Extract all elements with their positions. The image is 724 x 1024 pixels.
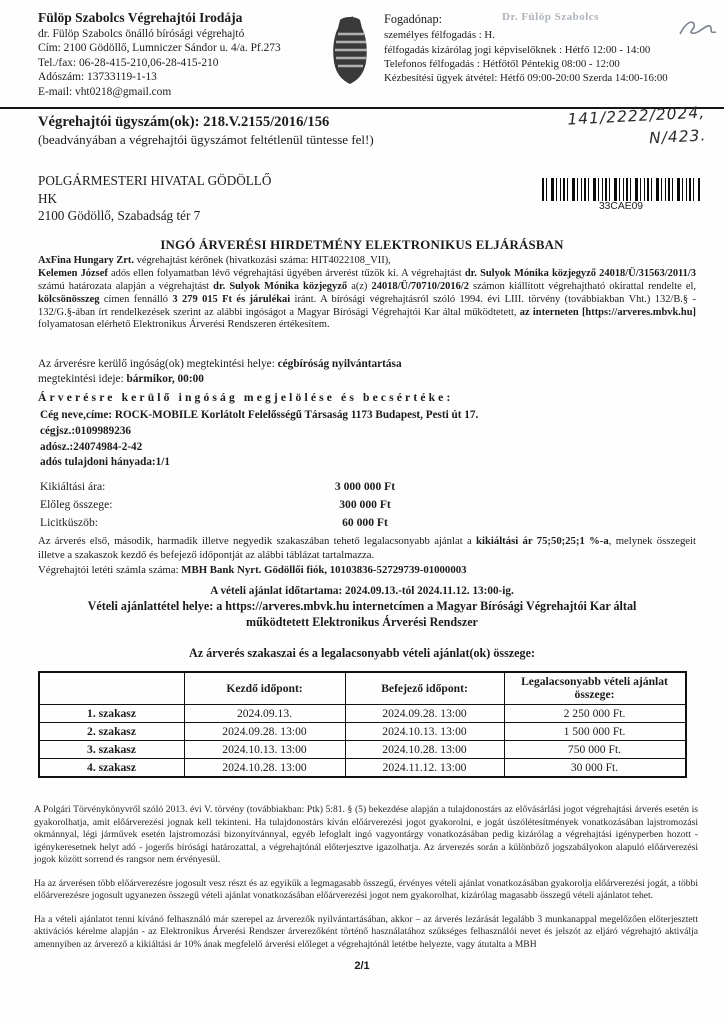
price-summary [0,471,724,529]
creditor-name: AxFina Hungary Zrt. [38,254,134,266]
legal-paragraph: A Polgári Törvénykönyvről szóló 2013. évi V. törvény (továbbiakban: Ptk) 5:81. § (5) bekezdése alapján a tulajdonostárs az elővásárlási jogot végrehajtási árverés esetén is gyakorolhatja, amit előárverezési jognak kell tekinteni. Ha tulajdonostárs kíván előárverezési jogot gyakorolni, e jogát úszólétesítmények vonatkozásában lajstromozási okmánnyal, légi járművek esetén lajstromozási bizonyítvánnyal, egyéb lefoglalt ingó vagyontárgy vonatkozásában pedig kizárólag a végrehajtási igényperben hozott - igénykeresetnek helyt adó - jogerős bírósági határozattal, a végrehajtónál előterjesztve igazolhatja. Az árverezés során a különböző jogszabályokon alapuló előárverezési jogok között sorrend és rangsor nem érvényesül. [34,804,698,866]
stage-end: 2024.11.12. 13:00 [345,759,504,778]
notary-name: dr. Sulyok Mónika közjegyző [213,280,348,292]
price-row [40,516,696,529]
table-row [39,723,686,741]
handwritten-signature-icon [678,16,718,47]
stages-note-text: , melynek összegeit illetve a szakaszok kezdő és befejező időpontját az alábbi táblázat tartalmazza. [38,535,696,561]
debtor-name: Kelemen József [38,267,108,279]
stage-end: 2024.10.28. 13:00 [345,741,504,759]
auction-website: az interneten [https://arveres.mbvk.hu] [519,306,696,318]
legal-paragraph: Ha a vételi ajánlatot tenni kívánó felhasználó már szerepel az árverezők nyilvántartásában, akkor – az árverés lezárását legalább 3 munkanappal megelőzően előterjesztett aktivációs kérelme alapján - az Elektronikus Árverési Rendszer árverezőként történő használatához szükséges felhasználói nevet és jelszót az eljáró végrehajtó aktiválja amennyiben az árverező a kikiáltási ár 10% ának megfelelő árverési előleget a végrehajtónál letétbe helyezte, vagy átutalta a MBH [34,913,698,950]
claim-amount: 3 279 015 Ft és járulékai [172,293,291,305]
office-address: Cím: 2100 Gödöllő, Lumniczer Sándor u. 4/a. Pf.273 [38,42,281,55]
addressee-address: 2100 Gödöllő, Szabadság tér 7 [38,208,201,224]
reception-hours-block [384,10,716,99]
stage-start: 2024.10.28. 13:00 [184,759,345,778]
offer-place-line: Vételi ajánlattétel helye: a https://arveres.mbvk.hu internetcímen a Magyar Bírósági Végrehajtói Kar által működtetett Elektronikus Árverési Rendszer [87,599,637,629]
document-title: INGÓ ÁRVERÉSI HIRDETMÉNY ELEKTRONIKUS ELJÁRÁSBAN [160,237,564,252]
item-company-line: Cég neve,címe: ROCK-MOBILE Korlátolt Felelősségű Társaság 1173 Budapest, Pesti út 17. [40,408,479,421]
table-header-row [39,672,686,705]
min-offer-column-header: Legalacsonyabb vételi ajánlat összege: [504,672,686,705]
viewing-place-label: Az árverésre kerülő ingóság(ok) megtekintési helye: [38,358,278,371]
intro-paragraph [0,253,724,333]
case-number: Végrehajtói ügyszám(ok): 218.V.2155/2016/156 [38,114,330,131]
stage-min-offer: 1 500 000 Ft. [504,723,686,741]
reception-line: személyes félfogadás : H. [384,29,495,42]
reception-line: Telefonos félfogadás : Hétfőtől Péntekig 08:00 - 12:00 [384,58,620,71]
account-label: Végrehajtói letéti számla száma: [38,564,182,577]
offer-period-line: A vételi ajánlat időtartama: 2024.09.13.-tól 2024.11.12. 13:00-ig. [210,585,514,598]
starting-price-label: Kikiáltási ára: [40,480,106,494]
stage-name: 3. szakasz [39,741,185,759]
item-ownership-share: adós tulajdoni hányada:1/1 [40,456,170,469]
end-column-header: Befejező időpont: [345,672,504,705]
intro-text: folyamatosan elérhető Elektronikus Árverési Rendszeren értékesítem. [38,319,330,331]
reception-title: Fogadónap: [384,12,443,26]
office-email: E-mail: vht0218@gmail.com [38,85,172,98]
barcode-icon [542,178,700,201]
office-name: Fülöp Szabolcs Végrehajtói Irodája [38,10,243,25]
addressee-row [0,148,724,224]
letterhead [0,0,724,99]
handwritten-line: 141/2222/2024, [567,103,706,130]
table-row [39,741,686,759]
deposit-label: Előleg összege: [40,498,113,512]
reception-line: félfogadás kizárólag jogi képviselőknek : Hétfő 12:00 - 14:00 [384,43,651,56]
intro-text: végrehajtást kérőnek (hivatkozási száma: HIT4022108_VII), [133,254,391,266]
auction-item-block [0,404,724,472]
item-section-heading: Árverésre kerülő ingóság megjelölése és becsértéke: [38,390,454,404]
office-role: dr. Fülöp Szabolcs önálló bírósági végrehajtó [38,28,245,40]
stages-percentages: kikiáltási ár 75;50;25;1 %-a [476,535,609,548]
stage-min-offer: 750 000 Ft. [504,741,686,759]
stages-note [0,534,724,562]
stage-min-offer: 30 000 Ft. [504,759,686,778]
table-row [39,705,686,723]
stage-column-header [39,672,185,705]
stage-name: 2. szakasz [39,723,185,741]
office-phone: Tel./fax: 06-28-415-210,06-28-415-210 [38,56,219,69]
office-block [38,10,326,99]
viewing-time-line [38,372,696,387]
starting-price-value: 3 000 000 Ft [334,480,396,494]
account-number: MBH Bank Nyrt. Gödöllői fiók, 10103836-52729739-01000003 [181,564,467,577]
price-row [40,480,696,493]
case-note: (beadványában a végrehajtói ügyszámot feltétlenül tüntesse fel!) [38,132,374,148]
office-taxid: Adószám: 13733119-1-13 [38,71,157,84]
stages-note-text: Az árverés első, második, harmadik illetve negyedik szakaszában tehető legalacsonyabb ajánlat a [38,535,477,548]
item-tax-number: adósz.:24074984-2-42 [40,440,143,453]
intro-text: címen fennálló [99,293,173,305]
deposit-value: 300 000 Ft [339,498,391,512]
intro-text: számú határozata alapján a végrehajtást [38,280,214,292]
case-number-block [0,103,724,149]
page-number: 2/1 [354,960,370,973]
handwritten-registry-number [567,102,707,156]
reception-line: Kézbesítési ügyek átvétel: Hétfő 09:00-20:00 Szerda 14:00-16:00 [384,72,668,85]
viewing-info [0,332,724,386]
stage-end: 2024.09.28. 13:00 [345,705,504,723]
start-column-header: Kezdő időpont: [184,672,345,705]
addressee-block [38,172,271,224]
viewing-time-value: bármikor, 00:00 [126,373,204,386]
intro-text: számon kiállított végrehajtható okirattal rendelte el, [468,280,697,292]
stage-start: 2024.10.13. 13:00 [184,741,345,759]
legal-paragraph: Ha az árverésen több előárverezésre jogosult vesz részt és az egyikük a legmagasabb összegű, érvényes vételi ajánlat vonatkozásában gyakorolja előárverezési jogát, a többi előárverezésre jogosult ugyanezen összegű vételi ajánlat vonatkozásában előárverezési jogot nem gyakorolhat, kizárólag magasabb összegű vételi ajánlatot tehet. [34,877,698,902]
handwritten-line: N/423. [648,127,707,149]
coat-of-arms-icon [326,14,376,99]
notary-name: dr. Sulyok Mónika közjegyző [464,267,596,279]
barcode-label: 33CAE09 [598,201,644,213]
auction-stages-table [38,671,687,779]
addressee-name: POLGÁRMESTERI HIVATAL GÖDÖLLŐ [38,173,272,189]
faint-stamp-text: Dr. Fülöp Szabolcs [502,11,599,23]
intro-text: a(z) [347,280,372,292]
bid-increment-label: Licitküszöb: [40,516,98,530]
viewing-place-value: cégbíróság nyilvántartása [277,358,402,371]
intro-text: iránt. A bírósági végrehajtásról szóló 1994. évi LIII. törvény (továbbiakban Vht.) 132/B.§ - 132/G.§-ában írt rendelkezések szerint az alábbi ingóságot a Magyar Bírósági Végrehajtói Kar által működtetett, [38,293,696,318]
stage-name: 1. szakasz [39,705,185,723]
price-row [40,498,696,511]
stage-end: 2024.10.13. 13:00 [345,723,504,741]
stage-start: 2024.09.28. 13:00 [184,723,345,741]
barcode-block [542,178,700,224]
viewing-place-line [38,357,696,372]
stage-min-offer: 2 250 000 Ft. [504,705,686,723]
item-registry-number: cégjsz.:0109989236 [40,424,132,437]
stages-table-heading: Az árverés szakaszai és a legalacsonyabb vételi ajánlat(ok) összege: [189,645,535,660]
writ-number: 24018/Ü/70710/2016/2 [371,280,469,292]
stage-start: 2024.09.13. [184,705,345,723]
stage-name: 4. szakasz [39,759,185,778]
table-row [39,759,686,778]
bid-increment-value: 60 000 Ft [342,516,388,530]
viewing-time-label: megtekintési ideje: [38,373,127,386]
addressee-channel: HK [38,190,58,206]
deposit-account-line [0,562,724,576]
decision-number: 24018/Ü/31563/2011/3 [599,267,697,279]
legal-text-section [0,778,724,951]
intro-text: adós ellen folyamatban lévő végrehajtási ügyében árverést tűzök ki. A végrehajtást [107,267,465,279]
claim-type: kölcsönösszeg [38,293,100,305]
